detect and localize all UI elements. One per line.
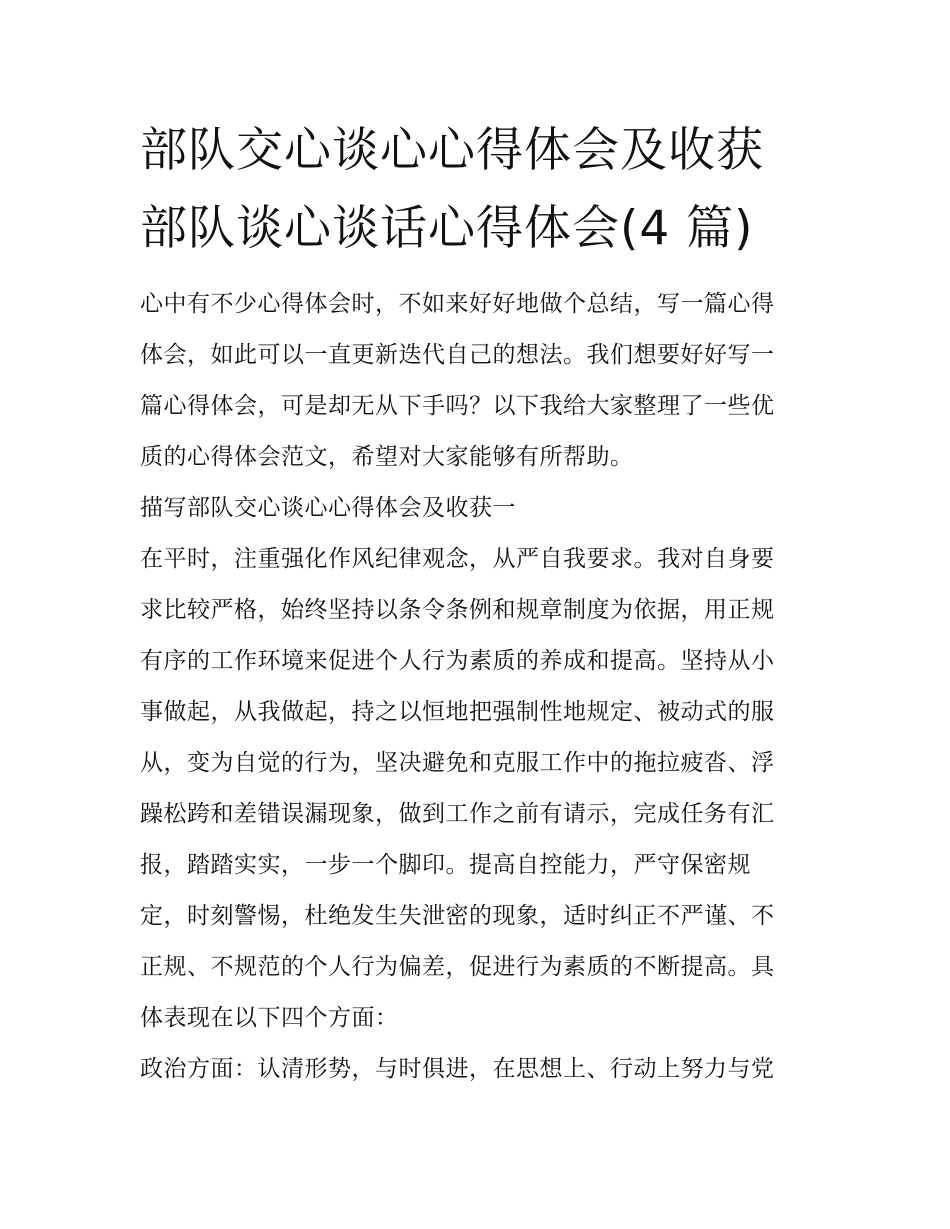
body-line: 从，变为自觉的行为，坚决避免和克服工作中的拖拉疲沓、浮	[140, 750, 775, 776]
title-line-2: 部队谈心谈话心得体会(4 篇)	[140, 201, 754, 256]
body-line: 报，踏踏实实，一步一个脚印。提高自控能力，严守保密规	[140, 852, 751, 878]
title-line-1: 部队交心谈心心得体会及收获	[140, 123, 764, 178]
body-line: 政治方面：认清形势，与时俱进，在思想上、行动上努力与党	[140, 1056, 775, 1082]
body-line: 事做起，从我做起，持之以恒地把强制性地规定、被动式的服	[140, 699, 775, 725]
body-line: 求比较严格，始终坚持以条令条例和规章制度为依据，用正规	[140, 597, 775, 623]
body-line: 定，时刻警惕，杜绝发生失泄密的现象，适时纠正不严谨、不	[140, 903, 775, 929]
body-line: 有序的工作环境来促进个人行为素质的养成和提高。坚持从小	[140, 648, 775, 674]
document-body	[140, 279, 820, 1095]
body-line: 正规、不规范的个人行为偏差，促进行为素质的不断提高。具	[140, 954, 775, 980]
body-line: 质的心得体会范文，希望对大家能够有所帮助。	[140, 444, 634, 470]
body-line: 体表现在以下四个方面：	[140, 1005, 399, 1031]
document-title	[140, 112, 820, 268]
body-line: 体会，如此可以一直更新迭代自己的想法。我们想要好好写一	[140, 342, 775, 368]
body-line: 躁松跨和差错误漏现象，做到工作之前有请示，完成任务有汇	[140, 801, 775, 827]
body-line: 篇心得体会，可是却无从下手吗？以下我给大家整理了一些优	[140, 393, 775, 419]
body-line: 心中有不少心得体会时，不如来好好地做个总结，写一篇心得	[140, 291, 775, 317]
body-line: 在平时，注重强化作风纪律观念，从严自我要求。我对自身要	[140, 546, 775, 572]
section-heading: 描写部队交心谈心心得体会及收获一	[140, 495, 516, 521]
